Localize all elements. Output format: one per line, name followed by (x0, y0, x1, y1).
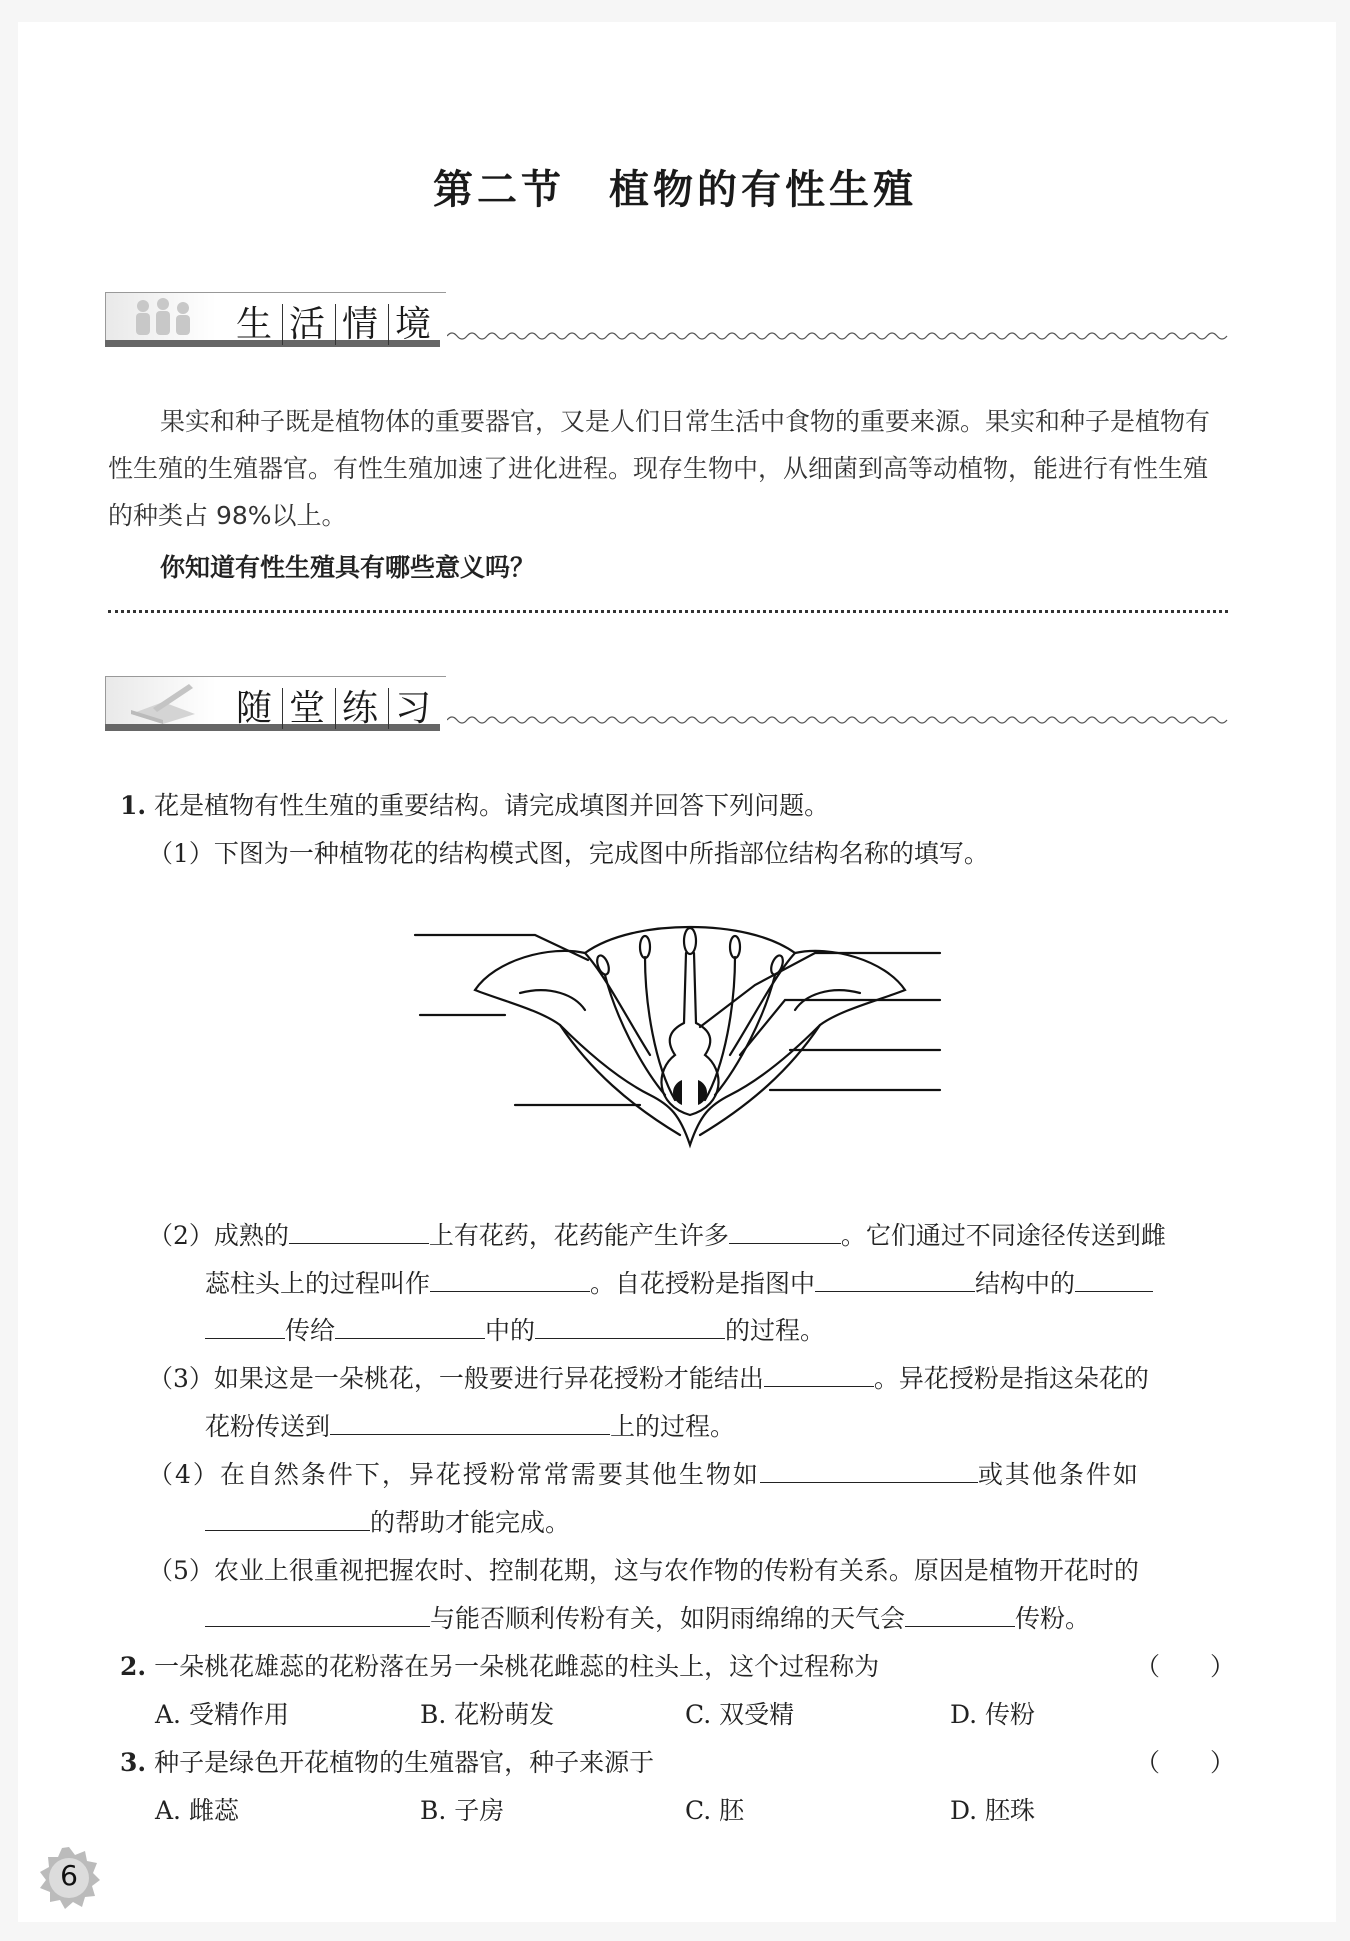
question-2 (120, 1643, 879, 1690)
answer-blank[interactable] (764, 1360, 874, 1387)
question-number: 1. (120, 791, 147, 820)
question-text: 一朵桃花雄蕊的花粉落在另一朵桃花雌蕊的柱头上，这个过程称为 (154, 1652, 880, 1681)
answer-blank[interactable] (905, 1600, 1015, 1627)
question-1-part-4-line-2 (205, 1499, 570, 1546)
section-header-label (230, 680, 441, 731)
question-1-part-3-line-1 (148, 1355, 1149, 1402)
question-number: 2. (120, 1652, 147, 1681)
context-question: 你知道有性生殖具有哪些意义吗？ (160, 553, 536, 582)
text-segment: 与能否顺利传粉有关，如阴雨绵绵的天气会 (430, 1604, 906, 1633)
answer-blank[interactable] (289, 1217, 429, 1244)
text-segment: （4）在自然条件下，异花授粉常常需要其他生物如 (148, 1460, 760, 1489)
wavy-divider (447, 328, 1232, 344)
wavy-divider (447, 712, 1232, 728)
question-1-part-2-line-3 (205, 1307, 825, 1354)
section-header-label (230, 296, 441, 347)
answer-blank[interactable] (729, 1217, 841, 1244)
page-title: 第二节 植物的有性生殖 (433, 166, 917, 213)
question-1-part-3-line-2 (205, 1403, 735, 1450)
text-segment: 。自花授粉是指图中 (590, 1269, 816, 1298)
text-segment: 中的 (485, 1316, 536, 1345)
text-segment: 传给 (285, 1316, 336, 1345)
book-pencil-icon (123, 680, 203, 726)
answer-parentheses[interactable]: （ ） (1135, 1748, 1236, 1777)
option-d[interactable]: D. 传粉 (950, 1700, 1036, 1729)
people-icon (123, 296, 203, 342)
section-header-practice (105, 676, 1230, 736)
text-segment: 花粉传送到 (205, 1412, 331, 1441)
section-char: 随 (230, 688, 283, 729)
answer-blank[interactable] (760, 1456, 978, 1483)
text-segment: （2）成熟的 (148, 1221, 289, 1250)
section-char: 习 (395, 688, 436, 729)
section-char: 堂 (283, 688, 336, 729)
answer-blank[interactable] (335, 1312, 485, 1339)
option-b[interactable]: B. 子房 (420, 1796, 505, 1825)
option-a[interactable]: A. 雌蕊 (155, 1796, 239, 1825)
text-segment: 的帮助才能完成。 (370, 1508, 571, 1537)
section-char: 生 (230, 304, 283, 345)
answer-blank[interactable] (430, 1265, 590, 1292)
answer-blank[interactable] (1075, 1265, 1153, 1292)
section-char: 情 (336, 304, 389, 345)
answer-blank[interactable] (535, 1312, 725, 1339)
answer-blank[interactable] (815, 1265, 975, 1292)
question-1-part-2-line-2 (205, 1260, 1153, 1307)
answer-blank[interactable] (205, 1504, 370, 1531)
text-segment: 传粉。 (1015, 1604, 1091, 1633)
question-text: 花是植物有性生殖的重要结构。请完成填图并回答下列问题。 (154, 791, 830, 820)
option-b[interactable]: B. 花粉萌发 (420, 1700, 555, 1729)
text-segment: 。异花授粉是指这朵花的 (873, 1364, 1149, 1393)
section-char: 活 (283, 304, 336, 345)
question-1-part-1: （1）下图为一种植物花的结构模式图，完成图中所指部位结构名称的填写。 (148, 839, 989, 868)
section-char: 境 (395, 304, 436, 345)
text-segment: 蕊柱头上的过程叫作 (205, 1269, 431, 1298)
text-segment: （3）如果这是一朵桃花，一般要进行异花授粉才能结出 (148, 1364, 764, 1393)
page-number: 6 (60, 1859, 78, 1892)
text-segment: 或其他条件如 (977, 1460, 1140, 1489)
option-d[interactable]: D. 胚珠 (950, 1796, 1036, 1825)
answer-blank[interactable] (205, 1600, 430, 1627)
option-c[interactable]: C. 双受精 (685, 1700, 795, 1729)
option-a[interactable]: A. 受精作用 (155, 1700, 289, 1729)
answer-blank[interactable] (205, 1312, 285, 1339)
question-1-part-2-line-1 (148, 1212, 1166, 1259)
answer-parentheses[interactable]: （ ） (1135, 1652, 1236, 1681)
text-segment: 。它们通过不同途径传送到雌 (840, 1221, 1166, 1250)
question-text: 种子是绿色开花植物的生殖器官，种子来源于 (154, 1748, 655, 1777)
context-paragraph: 果实和种子既是植物体的重要器官，又是人们日常生活中食物的重要来源。果实和种子是植物有性生殖的生殖器官。有性生殖加速了进化进程。现存生物中，从细菌到高等动植物，能进行有性生殖的种类占 98%以上。 (108, 407, 1211, 530)
text-segment: 上的过程。 (610, 1412, 736, 1441)
section-char: 练 (336, 688, 389, 729)
flower-structure-diagram (400, 905, 980, 1165)
text-segment: 结构中的 (975, 1269, 1076, 1298)
question-number: 3. (120, 1748, 147, 1777)
dotted-divider (108, 610, 1228, 613)
answer-blank[interactable] (330, 1408, 610, 1435)
page-number-badge (36, 1845, 102, 1911)
question-1-part-5-line-2 (205, 1595, 1090, 1642)
question-1-part-4-line-1 (148, 1451, 1140, 1498)
text-segment: 上有花药，花药能产生许多 (428, 1221, 729, 1250)
text-segment: 的过程。 (725, 1316, 826, 1345)
option-c[interactable]: C. 胚 (685, 1796, 745, 1825)
section-header-life-context (105, 292, 1230, 352)
question-1 (120, 782, 829, 829)
question-3 (120, 1739, 654, 1786)
question-1-part-5-line-1: （5）农业上很重视把握农时、控制花期，这与农作物的传粉有关系。原因是植物开花时的 (148, 1556, 1139, 1585)
